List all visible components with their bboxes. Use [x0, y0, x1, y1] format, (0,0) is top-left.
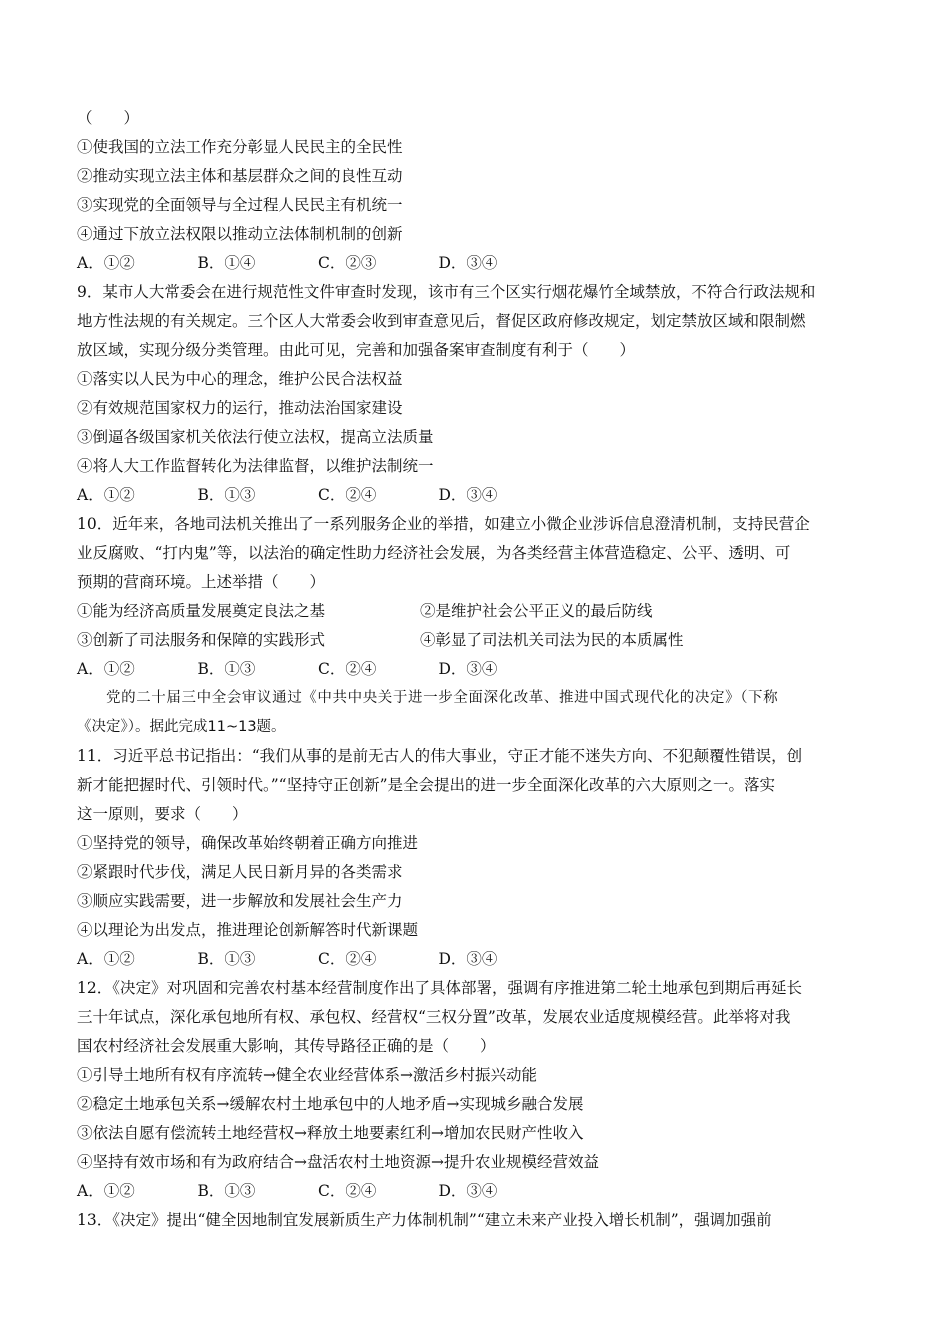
option-d[interactable]: D．③④	[438, 1182, 498, 1200]
statement-2: ②有效规范国家权力的运行，推动法治国家建设	[77, 399, 403, 417]
question-8-tail	[77, 104, 875, 278]
option-d[interactable]: D．③④	[438, 486, 498, 504]
option-a[interactable]: A．①②	[77, 254, 135, 272]
option-b[interactable]: B．①④	[197, 254, 256, 272]
statement-3: ③倒逼各级国家机关依法行使立法权，提高立法质量	[77, 428, 434, 446]
option-c[interactable]: C．②④	[318, 660, 377, 678]
question-stem-line: 放区域，实现分级分类管理。由此可见，完善和加强备案审查制度有利于（ ）	[77, 341, 636, 359]
option-c[interactable]: C．②④	[318, 1182, 377, 1200]
question-stem-line: 这一原则，要求（ ）	[77, 805, 248, 823]
option-c[interactable]: C．②③	[318, 254, 377, 272]
material-intro-11-13	[77, 684, 875, 742]
option-a[interactable]: A．①②	[77, 1182, 135, 1200]
answer-options	[77, 655, 875, 684]
question-stem-line: 12．《决定》对巩固和完善农村基本经营制度作出了具体部署，强调有序推进第二轮土地承包到期后再延长	[77, 979, 802, 997]
statement-4: ④将人大工作监督转化为法律监督，以维护法制统一	[77, 457, 434, 475]
question-9	[77, 278, 875, 510]
statement-4: ④坚持有效市场和有为政府结合→盘活农村土地资源→提升农业规模经营效益	[77, 1153, 599, 1171]
statement-1: ①坚持党的领导，确保改革始终朝着正确方向推进	[77, 834, 419, 852]
option-c[interactable]: C．②④	[318, 950, 377, 968]
statement-4: ④以理论为出发点，推进理论创新解答时代新课题	[77, 921, 419, 939]
question-stem-line: 三十年试点，深化承包地所有权、承包权、经营权“三权分置”改革，发展农业适度规模经营。此举将对我	[77, 1008, 791, 1026]
intro-line: 党的二十届三中全会审议通过《中共中央关于进一步全面深化改革、推进中国式现代化的决定》（下称	[106, 690, 779, 706]
exam-page	[77, 104, 875, 1235]
question-10	[77, 510, 875, 684]
question-stem-line: 预期的营商环境。上述举措（ ）	[77, 573, 326, 591]
option-c[interactable]: C．②④	[318, 486, 377, 504]
option-a[interactable]: A．①②	[77, 660, 135, 678]
question-stem-line: 13．《决定》提出“健全因地制宜发展新质生产力体制机制”“建立未来产业投入增长机制”，强调加强前	[77, 1211, 772, 1229]
question-stem-line: 国农村经济社会发展重大影响，其传导路径正确的是（ ）	[77, 1037, 496, 1055]
statements-row	[77, 626, 875, 655]
option-d[interactable]: D．③④	[438, 254, 498, 272]
statement-3: ③实现党的全面领导与全过程人民民主有机统一	[77, 196, 403, 214]
intro-line: 《决定》）。据此完成11~13题。	[77, 719, 286, 735]
option-b[interactable]: B．①③	[197, 1182, 256, 1200]
statement-4: ④通过下放立法权限以推动立法体制机制的创新	[77, 225, 403, 243]
question-stem-line: 业反腐败、“打内鬼”等，以法治的确定性助力经济社会发展，为各类经营主体营造稳定、公平、透明、可	[77, 544, 791, 562]
statement-1: ①引导土地所有权有序流转→健全农业经营体系→激活乡村振兴动能	[77, 1066, 537, 1084]
statement-1: ①落实以人民为中心的理念，维护公民合法权益	[77, 370, 403, 388]
question-stem-line: 新才能把握时代、引领时代。”“坚持守正创新”是全会提出的进一步全面深化改革的六大原则之一。落实	[77, 776, 776, 794]
statement-2: ②是维护社会公平正义的最后防线	[420, 602, 653, 620]
option-b[interactable]: B．①③	[197, 950, 256, 968]
statement-2: ②推动实现立法主体和基层群众之间的良性互动	[77, 167, 403, 185]
statement-3: ③依法自愿有偿流转土地经营权→释放土地要素红利→增加农民财产性收入	[77, 1124, 584, 1142]
question-stem-line: 地方性法规的有关规定。三个区人大常委会收到审查意见后，督促区政府修改规定，划定禁放区域和限制燃	[77, 312, 806, 330]
answer-bracket: （ ）	[77, 109, 140, 127]
option-b[interactable]: B．①③	[197, 660, 256, 678]
answer-options	[77, 945, 875, 974]
statement-1: ①使我国的立法工作充分彰显人民民主的全民性	[77, 138, 403, 156]
question-12	[77, 974, 875, 1206]
question-stem-line: 11．习近平总书记指出：“我们从事的是前无古人的伟大事业，守正才能不迷失方向、不犯颠覆性错误，创	[77, 747, 803, 765]
answer-options	[77, 481, 875, 510]
option-d[interactable]: D．③④	[438, 950, 498, 968]
answer-options	[77, 249, 875, 278]
option-a[interactable]: A．①②	[77, 950, 135, 968]
statement-3: ③顺应实践需要，进一步解放和发展社会生产力	[77, 892, 403, 910]
option-a[interactable]: A．①②	[77, 486, 135, 504]
question-11	[77, 742, 875, 974]
statement-3: ③创新了司法服务和保障的实践形式	[77, 631, 326, 649]
question-stem-line: 9．某市人大常委会在进行规范性文件审查时发现，该市有三个区实行烟花爆竹全域禁放，不符合行政法规和	[77, 283, 816, 301]
statement-1: ①能为经济高质量发展奠定良法之基	[77, 602, 326, 620]
question-13	[77, 1206, 875, 1235]
statement-2: ②稳定土地承包关系→缓解农村土地承包中的人地矛盾→实现城乡融合发展	[77, 1095, 584, 1113]
option-b[interactable]: B．①③	[197, 486, 256, 504]
question-stem-line: 10．近年来，各地司法机关推出了一系列服务企业的举措，如建立小微企业涉诉信息澄清机制，支持民营企	[77, 515, 810, 533]
option-d[interactable]: D．③④	[438, 660, 498, 678]
statement-2: ②紧跟时代步伐，满足人民日新月异的各类需求	[77, 863, 403, 881]
statements-row	[77, 597, 875, 626]
answer-options	[77, 1177, 875, 1206]
statement-4: ④彰显了司法机关司法为民的本质属性	[420, 631, 684, 649]
